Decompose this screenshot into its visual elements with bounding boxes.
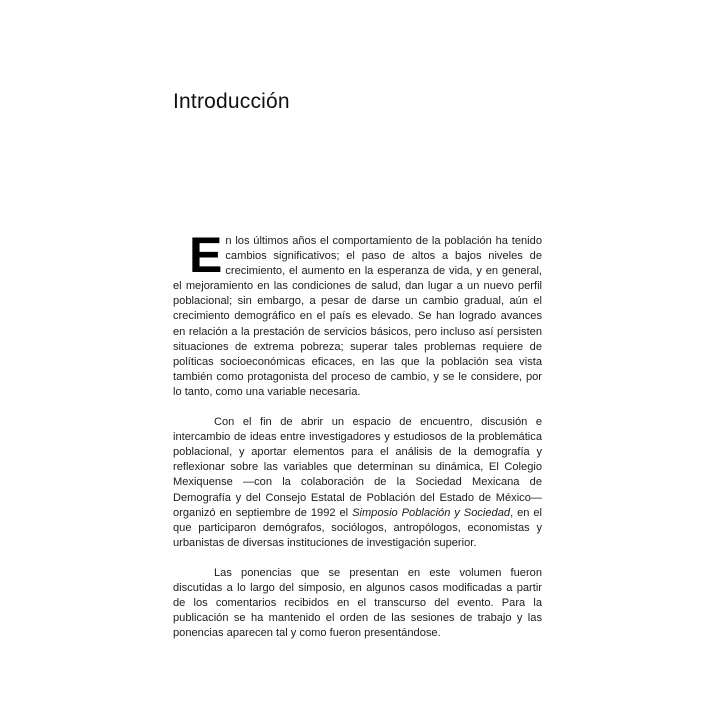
paragraph-2 [173,415,542,551]
paragraph-1-text: n los últimos años el comportamiento de la población ha tenido cambios significativos; el paso de altos a bajos niveles de crecimiento, el aumento en la esperanza de vida, y en general, el mejoramiento en las condiciones de salud, dan lugar a un nuevo perfil poblacional; sin embargo, a pesar de darse un cambio gradual, aún el crecimiento demográfico en el país es elevado. Se han logrado avances en relación a la prestación de servicios básicos, pero incluso así persisten situaciones de extrema pobreza; superar tales problemas requiere de políticas socioeconómicas eficaces, en las que la población sea vista también como protagonista del proceso de cambio, y se le considere, por lo tanto, como una variable necesaria. [173,235,542,398]
paragraph-1 [173,227,542,400]
paragraph-2-text-end: , en el que participaron demógrafos, sociólogos, antropólogos, economistas y urbanistas de diversas instituciones de investigación superior. [173,506,542,549]
drop-cap: E [189,227,223,283]
body-text [173,227,542,641]
symposium-title: Simposio Población y Sociedad [352,506,511,519]
page-title: Introducción [173,90,290,114]
paragraph-3: Las ponencias que se presentan en este volumen fueron discutidas a lo largo del simposio, en algunos casos modificadas a partir de los comentarios recibidos en el transcurso del evento. Para la publicación se ha mantenido el orden de las sesiones de trabajo y las ponencias aparecen tal y como fueron presentándose. [173,566,542,640]
paragraph-2-text-start: Con el fin de abrir un espacio de encuentro, discusión e intercambio de ideas entre investigadores y estudiosos de la problemática poblacional, y aportar elementos para el análisis de la demografía y reflexionar sobre las variables que determinan su dinámica, El Colegio Mexiquense —con la colaboración de la Sociedad Mexicana de Demografía y del Consejo Estatal de Población del Estado de México— organizó en septiembre de 1992 el [173,416,542,519]
